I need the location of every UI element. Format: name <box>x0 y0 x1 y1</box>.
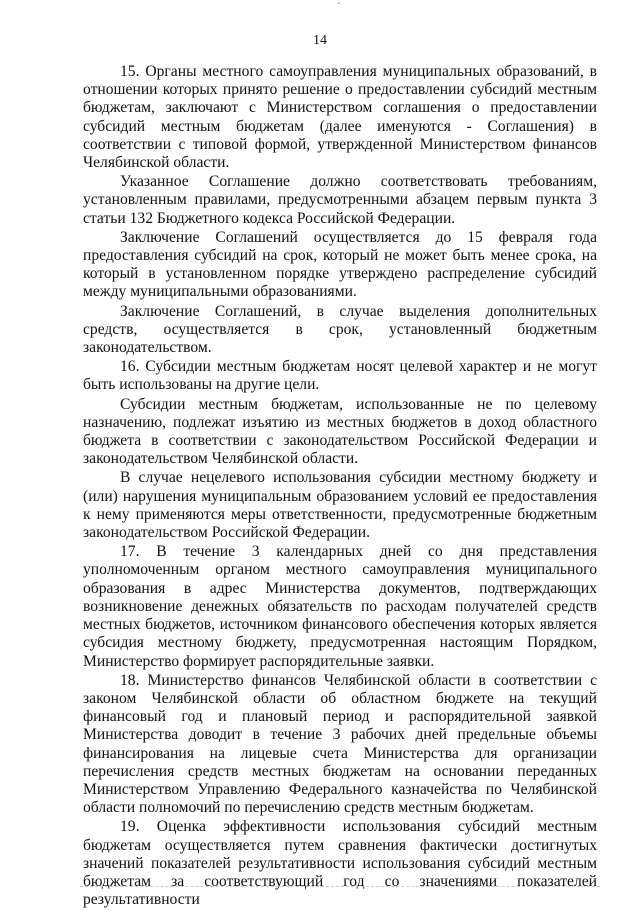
paragraph-16-liability: В случае нецелевого использования субсидии местному бюджету и (или) нарушения муниципальным образованием условий ее предоставления к нему применяются меры ответственности, предусмотренные бюджетным законодательством Российской Федерации. <box>83 469 597 542</box>
paragraph-15-additional-funds: Заключение Соглашений, в случае выделения дополнительных средств, осуществляется в срок, установленный бюджетным законодательством. <box>83 302 597 357</box>
paragraph-18: 18. Министерство финансов Челябинской области в соответствии с законом Челябинской области об областном бюджете на текущий финансовый год и плановый период и распорядительной заявкой Министерства доводит в течение 3 рабочих дней предельные объемы финансирования на лицевые счета Министерства для организации перечисления средств местных бюджетам на основании переданных Министерством Управлению Федерального казначейства по Челябинской области полномочий по перечислению средств местным бюджетам. <box>83 671 597 817</box>
page-number: 14 <box>313 33 327 48</box>
paragraph-15: 15. Органы местного самоуправления муниципальных образований, в отношении которых принято решение о предоставлении субсидий местным бюджетам, заключают с Министерством соглашения о предоставлении субсидий местным бюджетам (далее именуются - Соглашения) в соответствии с типовой формой, утвержденной Министерством финансов Челябинской области. <box>83 63 597 172</box>
paragraph-15-agreement-requirements: Указанное Соглашение должно соответствовать требованиям, установленным правилами, предусмотренными абзацем первым пункта 3 статьи 132 Бюджетного кодекса Российской Федерации. <box>83 173 597 227</box>
scan-bottom-edge <box>80 886 600 887</box>
document-body <box>83 63 597 910</box>
scan-mark: ˇ <box>337 2 341 13</box>
paragraph-16: 16. Субсидии местным бюджетам носят целевой характер и не могут быть использованы на другие цели. <box>83 358 597 394</box>
paragraph-19: 19. Оценка эффективности использования субсидий местным бюджетам осуществляется путем сравнения фактически достигнутых значений показателей результативности использования субсидий местным бюджетам за соответствующий год со значениями показателей результативности <box>83 818 597 909</box>
paragraph-16-misuse-withdrawal: Субсидии местным бюджетам, использованные не по целевому назначению, подлежат изъятию из местных бюджетов в доход областного бюджета в соответствии с законодательством Российской Федерации и законодательством Челябинской области. <box>83 395 597 468</box>
paragraph-17: 17. В течение 3 календарных дней со дня представления уполномоченным органом местного самоуправления муниципального образования в адрес Министерства документов, подтверждающих возникновение денежных обязательств по расходам получателей средств местных бюджетов, источником финансового обеспечения которых является субсидия местному бюджету, предусмотренная настоящим Порядком, Министерство формирует распорядительные заявки. <box>83 543 597 670</box>
paragraph-15-agreement-deadline: Заключение Соглашений осуществляется до 15 февраля года предоставления субсидий на срок, который не может быть менее срока, на который в установленном порядке утверждено распределение субсидий между муниципальными образованиями. <box>83 228 597 301</box>
